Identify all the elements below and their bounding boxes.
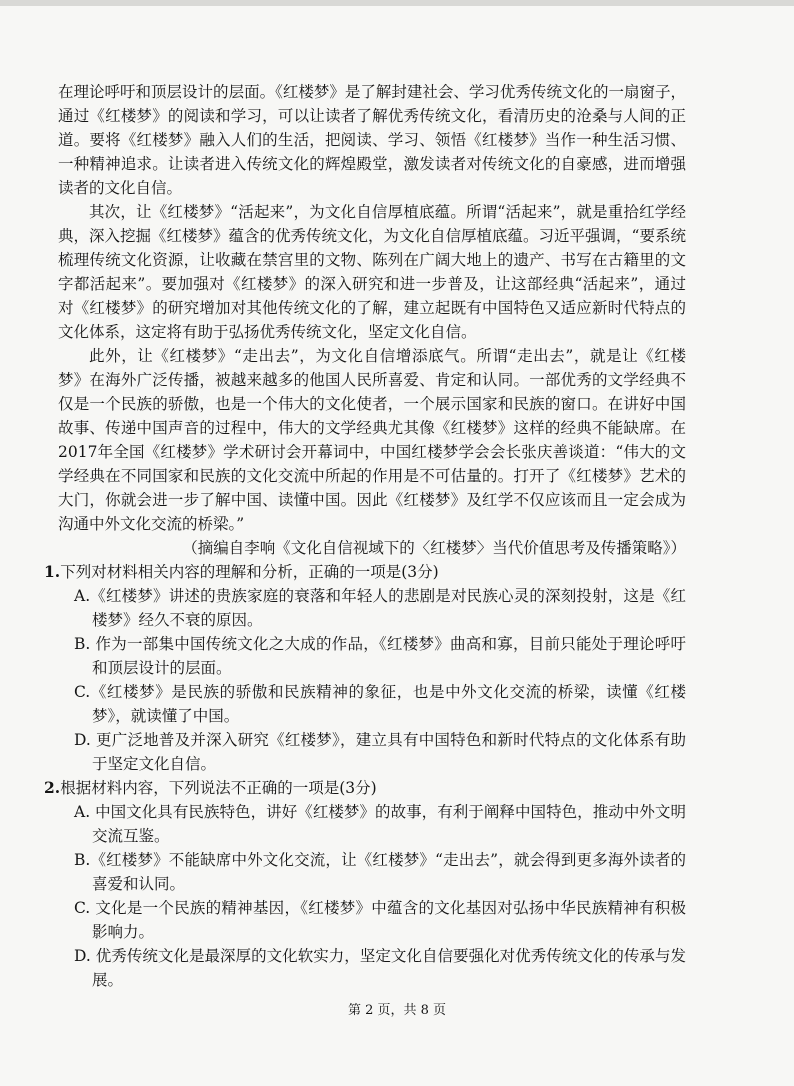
- option-a: A. 中国文化具有民族特色，讲好《红楼梦》的故事，有利于阐释中国特色，推动中外文明交流互鉴。: [74, 803, 686, 845]
- page-footer: 第 2 页，共 8 页: [347, 1003, 447, 1018]
- passage-paragraph-2: 其次，让《红楼梦》“活起来”，为文化自信厚植底蕴。所谓“活起来”，就是重拾红学经典，深入挖掘《红楼梦》蕴含的优秀传统文化，为文化自信厚植底蕴。习近平强调，“要系统梳理传统文化资源，让收藏在禁宫里的文物、陈列在广阔大地上的遗产、书写在古籍里的文字都活起来”。要加强对《红楼梦》的深入研究和进一步普及，让这部经典“活起来”，通过对《红楼梦》的研究增加对其他传统文化的了解，建立起既有中国特色又适应新时代特点的文化体系，这定将有助于弘扬优秀传统文化，坚定文化自信。: [58, 203, 686, 341]
- question-number: 2.: [44, 778, 61, 797]
- option-c: C. 文化是一个民族的精神基因，《红楼梦》中蕴含的文化基因对弘扬中华民族精神有积极影响力。: [74, 899, 686, 941]
- page-content: [44, 80, 686, 992]
- passage-paragraph-1: 在理论呼吁和顶层设计的层面。《红楼梦》是了解封建社会、学习优秀传统文化的一扇窗子，通过《红楼梦》的阅读和学习，可以让读者了解优秀传统文化，看清历史的沧桑与人间的正道。要将《红楼梦》融入人们的生活，把阅读、学习、领悟《红楼梦》当作一种生活习惯、一种精神追求。让读者进入传统文化的辉煌殿堂，激发读者对传统文化的自豪感，进而增强读者的文化自信。: [58, 83, 686, 197]
- question-text: 下列对材料相关内容的理解和分析，正确的一项是(3分): [60, 563, 439, 581]
- question-1: [44, 560, 686, 776]
- option-d: D. 优秀传统文化是最深厚的文化软实力，坚定文化自信要强化对优秀传统文化的传承与发展。: [74, 947, 686, 989]
- option-d: D. 更广泛地普及并深入研究《红楼梦》，建立具有中国特色和新时代特点的文化体系有助于坚定文化自信。: [74, 731, 686, 773]
- passage-paragraph-3: 此外，让《红楼梦》“走出去”，为文化自信增添底气。所谓“走出去”，就是让《红楼梦》在海外广泛传播，被越来越多的他国人民所喜爱、肯定和认同。一部优秀的文学经典不仅是一个民族的骄傲，也是一个伟大的文化使者，一个展示国家和民族的窗口。在讲好中国故事、传递中国声音的过程中，伟大的文学经典尤其像《红楼梦》这样的经典不能缺席。在2017年全国《红楼梦》学术研讨会开幕词中，中国红楼梦学会会长张庆善谈道：“伟大的文学经典在不同国家和民族的文化交流中所起的作用是不可估量的。打开了《红楼梦》艺术的大门，你就会进一步了解中国、读懂中国。因此《红楼梦》及红学不仅应该而且一定会成为沟通中外文化交流的桥梁。”: [58, 347, 686, 533]
- option-c: C.《红楼梦》是民族的骄傲和民族精神的象征，也是中外文化交流的桥梁，读懂《红楼梦》，就读懂了中国。: [74, 683, 686, 725]
- option-b: B. 作为一部集中国传统文化之大成的作品，《红楼梦》曲高和寡，目前只能处于理论呼吁和顶层设计的层面。: [74, 635, 686, 677]
- scan-edge: [0, 0, 794, 6]
- passage-source: （摘编自李响《文化自信视域下的〈红楼梦〉当代价值思考及传播策略》）: [182, 539, 686, 557]
- option-b: B.《红楼梦》不能缺席中外文化交流，让《红楼梦》“走出去”，就会得到更多海外读者的喜爱和认同。: [74, 851, 686, 893]
- question-text: 根据材料内容，下列说法不正确的一项是(3分): [60, 779, 377, 797]
- question-stem: [44, 776, 686, 800]
- question-number: 1.: [44, 562, 61, 581]
- question-2: [44, 776, 686, 992]
- question-stem: [44, 560, 686, 584]
- option-a: A.《红楼梦》讲述的贵族家庭的衰落和年轻人的悲剧是对民族心灵的深刻投射，这是《红楼梦》经久不衰的原因。: [74, 587, 686, 629]
